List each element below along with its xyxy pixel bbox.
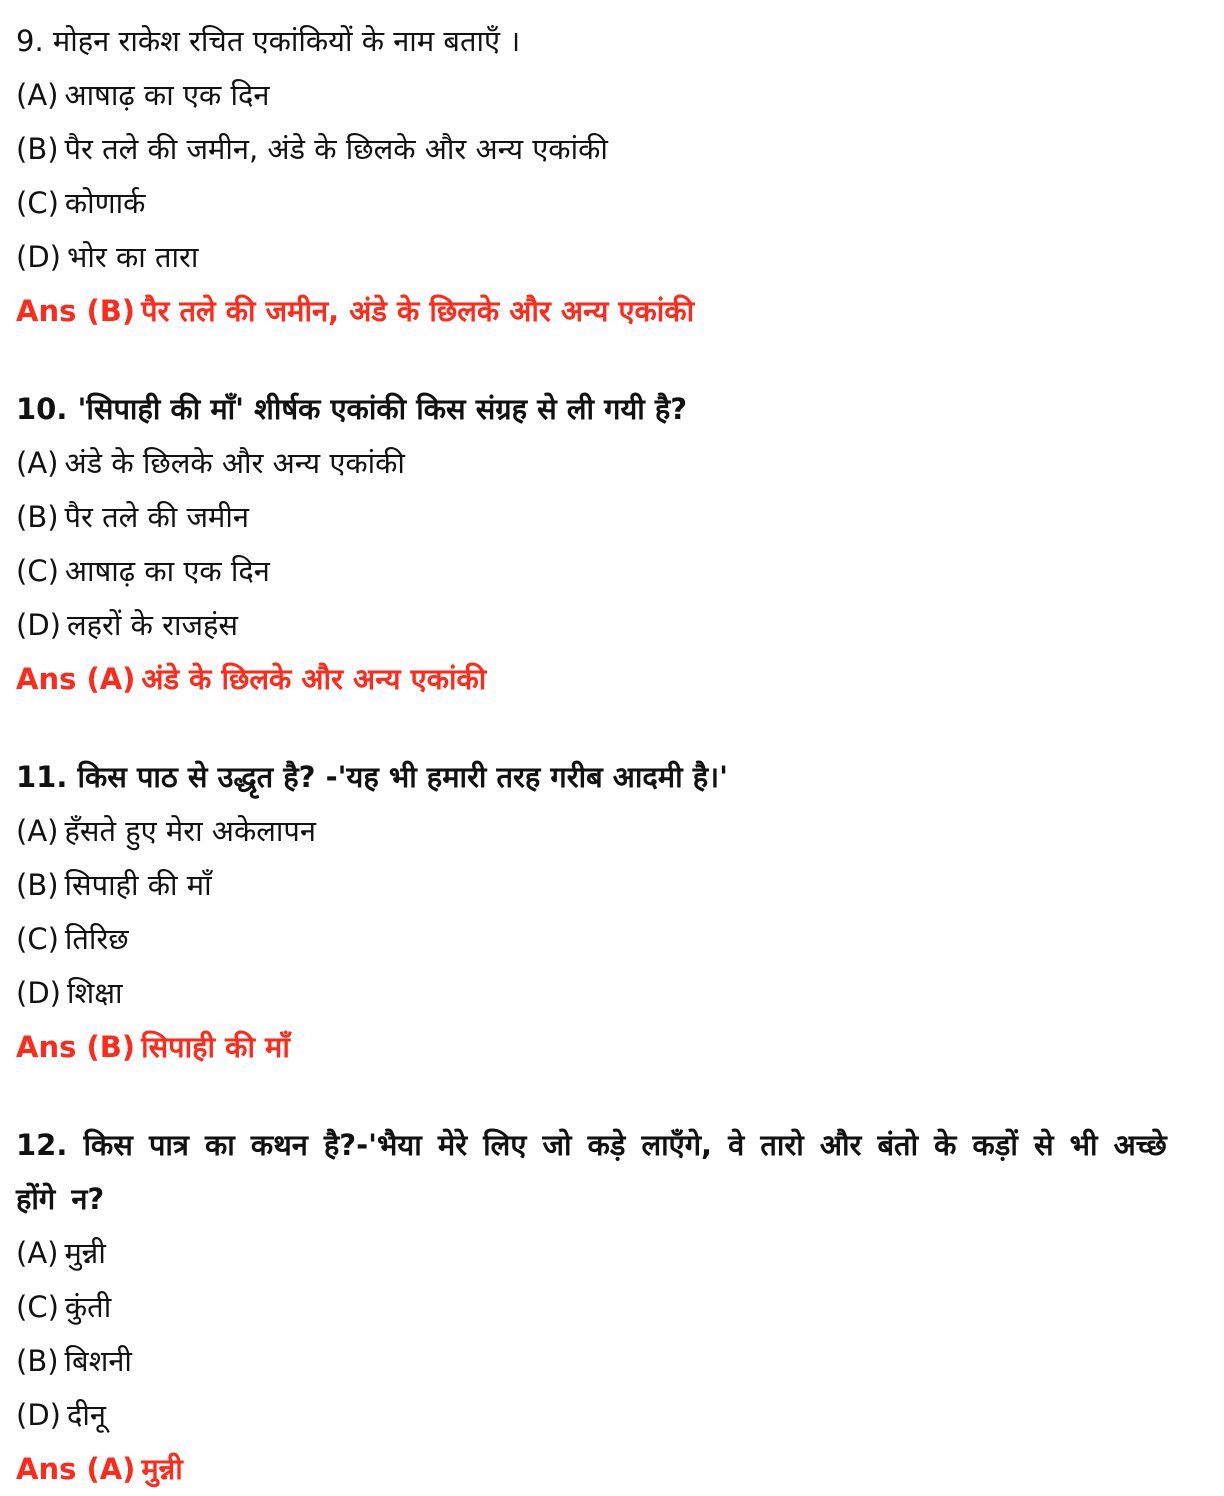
option-label: (C) xyxy=(16,186,59,220)
option-text: हँसते हुए मेरा अकेलापन xyxy=(64,814,316,848)
answer-label: Ans (B) xyxy=(16,1030,136,1064)
option-text: सिपाही की माँ xyxy=(64,868,212,902)
option-label: (D) xyxy=(16,1398,61,1432)
answer-label: Ans (A) xyxy=(16,1452,136,1486)
option-label: (A) xyxy=(16,1236,59,1270)
option-d xyxy=(16,966,1208,1020)
answer-label: Ans (A) xyxy=(16,662,136,696)
option-text: तिरिछ xyxy=(64,922,129,956)
answer-text: पैर तले की जमीन, अंडे के छिलके और अन्य एकांकी xyxy=(141,294,695,328)
option-label: (A) xyxy=(16,78,59,112)
option-c xyxy=(16,912,1208,966)
option-d xyxy=(16,1388,1208,1442)
question-title: 9. मोहन राकेश रचित एकांकियों के नाम बताएँ । xyxy=(16,24,521,58)
answer-line xyxy=(16,284,1208,338)
answer-text: अंडे के छिलके और अन्य एकांकी xyxy=(141,662,487,696)
option-c xyxy=(16,1280,1208,1334)
option-text: आषाढ़ का एक दिन xyxy=(64,554,270,588)
option-text: अंडे के छिलके और अन्य एकांकी xyxy=(64,446,405,480)
question-title: 10. 'सिपाही की माँ' शीर्षक एकांकी किस संग्रह से ली गयी है? xyxy=(16,392,688,426)
option-label: (B) xyxy=(16,1344,59,1378)
option-label: (B) xyxy=(16,500,59,534)
option-label: (D) xyxy=(16,608,61,642)
question-title: 11. किस पाठ से उद्धृत है? -'यह भी हमारी तरह गरीब आदमी है।' xyxy=(16,760,729,794)
answer-line xyxy=(16,652,1208,706)
option-label: (B) xyxy=(16,868,59,902)
option-a xyxy=(16,804,1208,858)
option-label: (C) xyxy=(16,1290,59,1324)
option-label: (D) xyxy=(16,240,61,274)
option-text: शिक्षा xyxy=(66,976,123,1010)
option-label: (A) xyxy=(16,446,59,480)
option-a xyxy=(16,436,1208,490)
option-text: मुन्नी xyxy=(64,1236,106,1270)
option-c xyxy=(16,544,1208,598)
option-b xyxy=(16,858,1208,912)
option-d xyxy=(16,230,1208,284)
answer-text: मुन्नी xyxy=(141,1452,183,1486)
answer-text: सिपाही की माँ xyxy=(141,1030,290,1064)
option-text: आषाढ़ का एक दिन xyxy=(64,78,270,112)
question-9 xyxy=(16,14,1208,338)
answer-line xyxy=(16,1020,1208,1074)
option-d xyxy=(16,598,1208,652)
option-label: (C) xyxy=(16,922,59,956)
option-text: कोणार्क xyxy=(64,186,146,220)
option-text: लहरों के राजहंस xyxy=(66,608,239,642)
option-label: (B) xyxy=(16,132,59,166)
option-text: भोर का तारा xyxy=(66,240,199,274)
question-12 xyxy=(16,1118,1208,1496)
option-label: (C) xyxy=(16,554,59,588)
option-b xyxy=(16,1334,1208,1388)
answer-line xyxy=(16,1442,1208,1496)
option-label: (A) xyxy=(16,814,59,848)
option-b xyxy=(16,490,1208,544)
option-text: पैर तले की जमीन, अंडे के छिलके और अन्य एकांकी xyxy=(64,132,608,166)
option-text: दीनू xyxy=(66,1398,106,1432)
option-text: बिशनी xyxy=(64,1344,132,1378)
question-10 xyxy=(16,382,1208,706)
option-text: कुंती xyxy=(64,1290,112,1324)
option-b xyxy=(16,122,1208,176)
option-text: पैर तले की जमीन xyxy=(64,500,249,534)
answer-label: Ans (B) xyxy=(16,294,136,328)
option-c xyxy=(16,176,1208,230)
question-11 xyxy=(16,750,1208,1074)
option-label: (D) xyxy=(16,976,61,1010)
question-title: 12. किस पात्र का कथन है?-'भैया मेरे लिए जो कड़े लाएँगे, वे तारो और बंतो के कड़ों से भी अच्छे होंगे न? xyxy=(16,1128,1167,1216)
option-a xyxy=(16,1226,1208,1280)
option-a xyxy=(16,68,1208,122)
